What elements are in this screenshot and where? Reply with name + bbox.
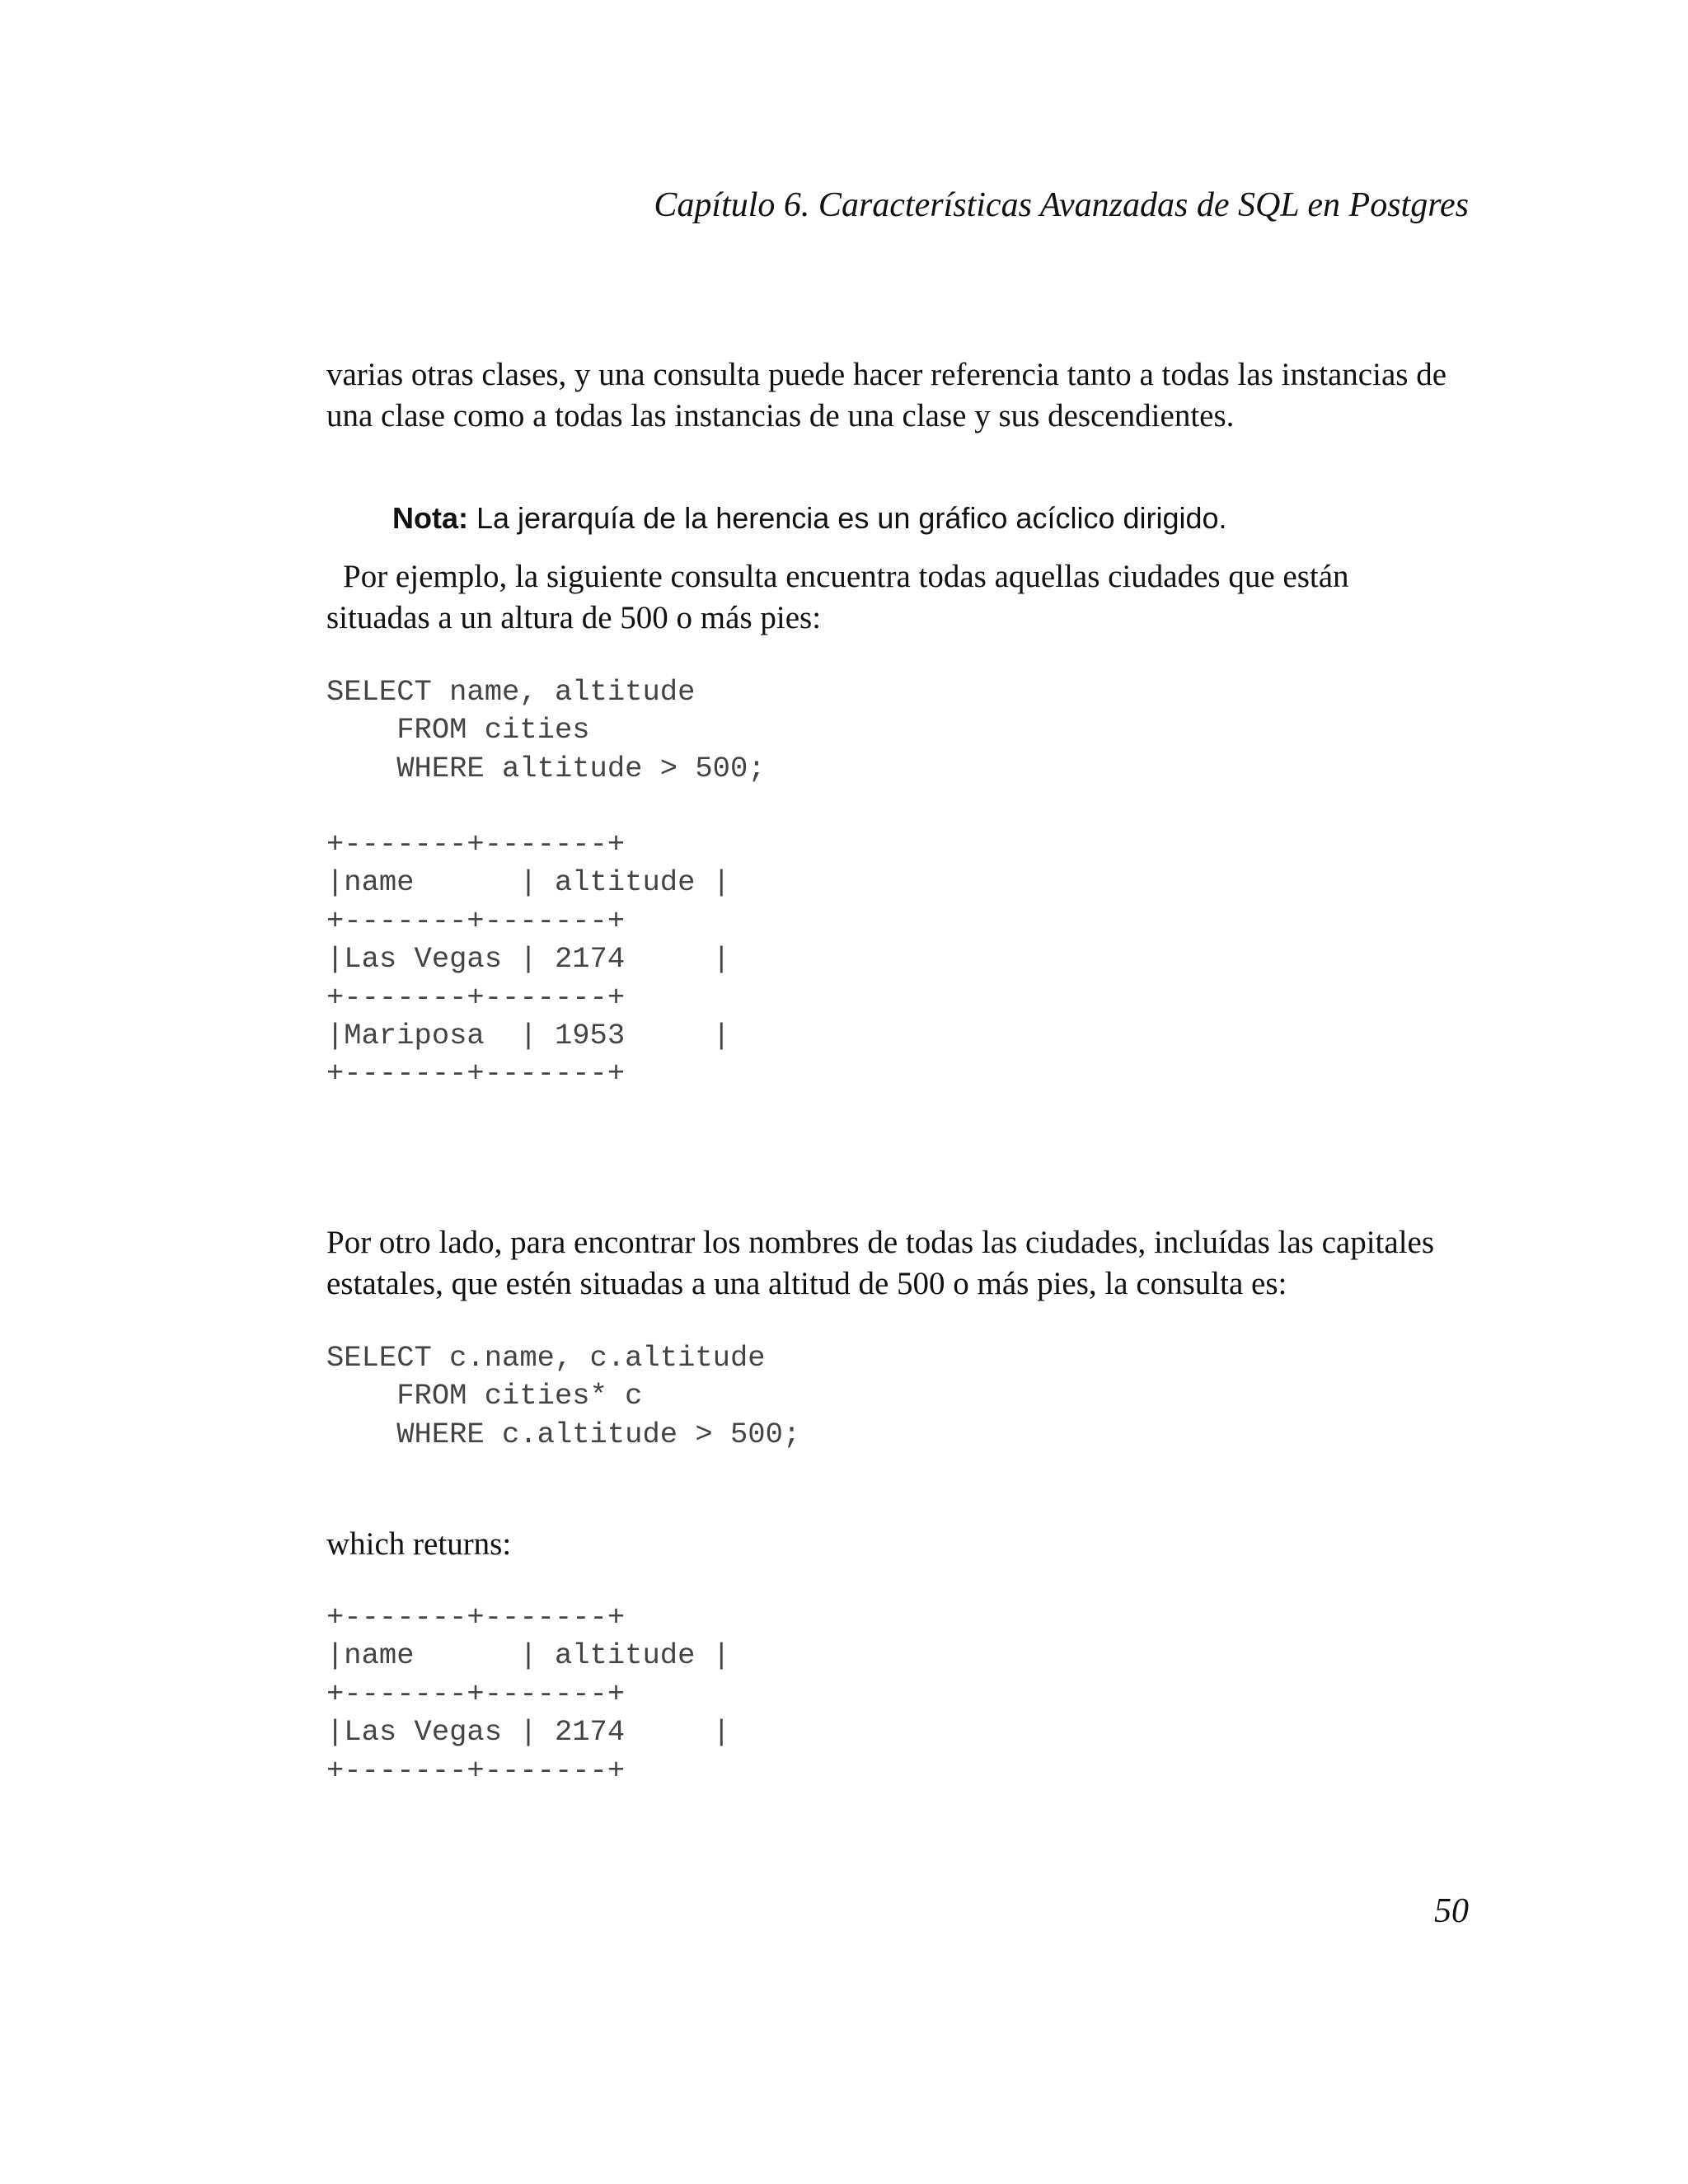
sql-query-2: SELECT c.name, c.altitude FROM cities* c WHERE c.altitude > 500; — [326, 1341, 801, 1451]
example-line: situadas a un altura de 500 o más pies: — [326, 600, 822, 635]
intro-line: una clase como a todas las instancias de una clase y sus descendientes. — [326, 398, 1235, 434]
note-text: La jerarquía de la herencia es un gráfico acíclico dirigido. — [476, 501, 1227, 535]
result-table-2: +-------+-------+ |name | altitude | +-------+-------+ |Las Vegas | 2174 | +-------+-------+ — [326, 1601, 730, 1788]
result-table-1: +-------+-------+ |name | altitude | +-------+-------+ |Las Vegas | 2174 | +-------+-------+ |Mariposa | 1953 | +-------+-------+ — [326, 827, 730, 1091]
sql-query-1: SELECT name, altitude FROM cities WHERE altitude > 500; — [326, 675, 766, 785]
intro-line: varias otras clases, y una consulta puede hacer referencia tanto a todas las instancias de — [326, 357, 1447, 392]
example-line: Por ejemplo, la siguiente consulta encuentra todas aquellas ciudades que están — [343, 559, 1349, 594]
page-number: 50 — [1434, 1892, 1469, 1930]
which-returns-text: which returns: — [326, 1526, 512, 1562]
otro-paragraph — [326, 1222, 1480, 1305]
otro-line: estatales, que estén situadas a una altitud de 500 o más pies, la consulta es: — [326, 1266, 1287, 1301]
note-label: Nota: — [392, 501, 468, 535]
otro-line: Por otro lado, para encontrar los nombres de todas las ciudades, incluídas las capitales — [326, 1225, 1435, 1260]
intro-paragraph — [326, 354, 1480, 437]
running-header: Capítulo 6. Características Avanzadas de SQL en Postgres — [654, 186, 1469, 224]
note-callout — [392, 498, 1227, 539]
example-paragraph — [326, 556, 1480, 639]
